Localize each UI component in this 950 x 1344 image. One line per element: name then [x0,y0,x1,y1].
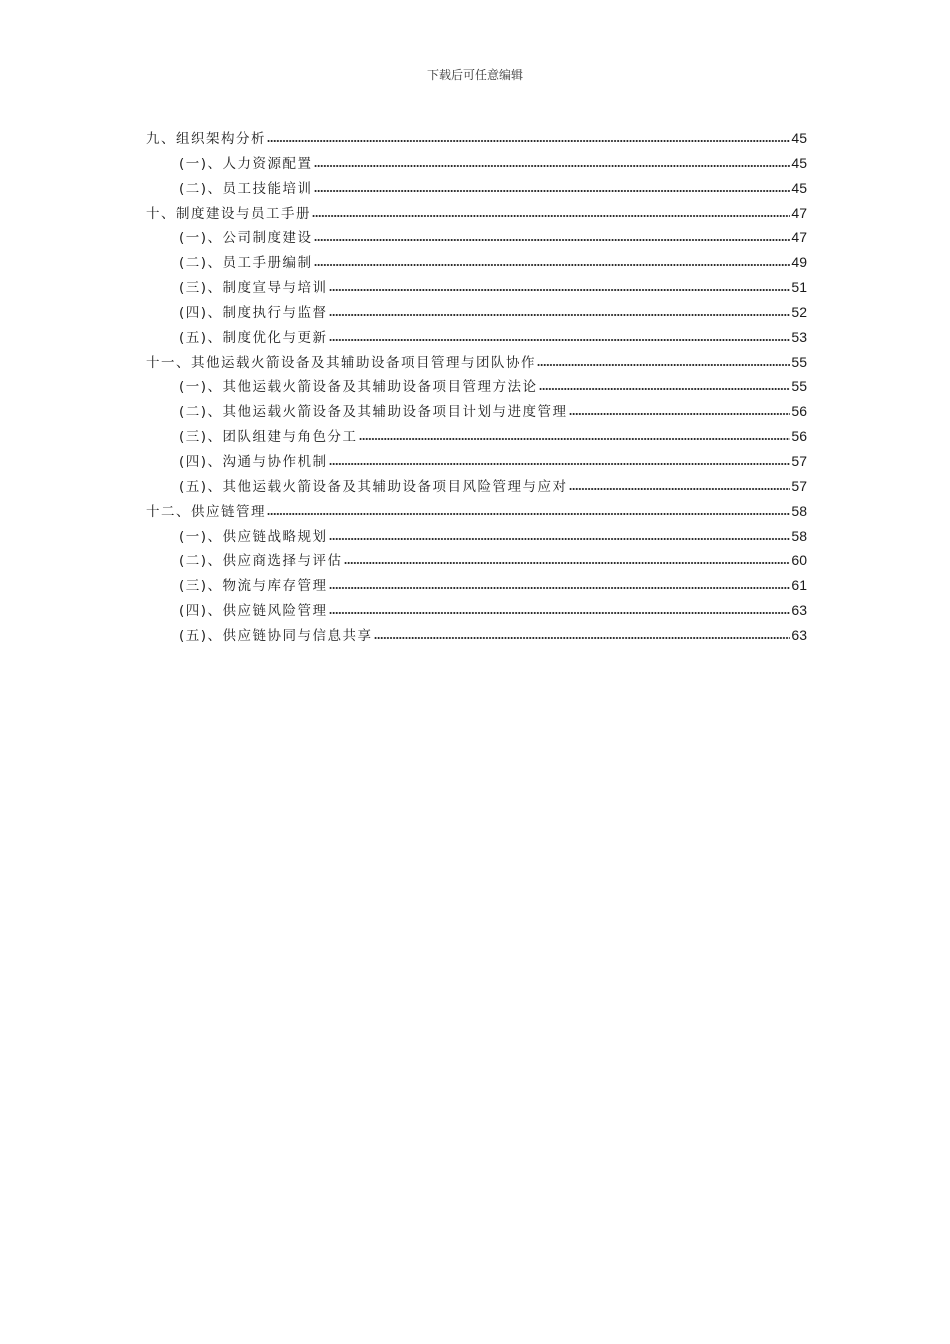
toc-entry-title: (四)、制度执行与监督 [179,304,328,321]
toc-page-number: 51 [791,279,807,296]
toc-entry-title: (二)、员工手册编制 [179,255,313,272]
toc-section-entry[interactable] [146,474,807,499]
toc-section-entry[interactable] [146,573,807,598]
toc-dot-leader [314,165,791,167]
toc-entry-title: (一)、供应链战略规划 [179,528,328,545]
toc-page-number: 63 [791,602,807,619]
toc-entry-title: 九、组织架构分析 [146,131,266,147]
toc-page-number: 53 [791,328,807,345]
toc-page-number: 58 [791,527,807,544]
toc-page-number: 49 [791,254,807,271]
toc-section-entry[interactable] [146,449,807,474]
toc-page-number: 55 [791,378,807,395]
toc-dot-leader [314,264,791,266]
toc-page-number: 63 [791,626,807,643]
toc-chapter-entry[interactable] [146,126,807,151]
toc-page-number: 45 [791,154,807,171]
toc-entry-title: (三)、制度宣导与培训 [179,280,328,297]
page-header: 下载后可任意编辑 [426,68,523,82]
toc-dot-leader [329,612,791,614]
toc-entry-title: (一)、人力资源配置 [179,155,313,172]
toc-entry-title: (二)、供应商选择与评估 [179,553,343,570]
toc-page-number: 57 [791,452,807,469]
toc-dot-leader [344,562,791,564]
toc-dot-leader [537,364,790,366]
toc-entry-title: (四)、沟通与协作机制 [179,453,328,470]
toc-entry-title: (二)、员工技能培训 [179,180,313,197]
toc-dot-leader [329,289,791,291]
toc-page-number: 45 [791,179,807,196]
toc-section-entry[interactable] [146,424,807,449]
toc-section-entry[interactable] [146,275,807,300]
toc-entry-title: (五)、供应链协同与信息共享 [179,627,373,644]
toc-entry-title: (一)、公司制度建设 [179,230,313,247]
toc-dot-leader [329,587,791,589]
toc-section-entry[interactable] [146,598,807,623]
toc-section-entry[interactable] [146,250,807,275]
toc-dot-leader [267,513,790,515]
toc-page-number: 47 [791,229,807,246]
toc-entry-title: (五)、制度优化与更新 [179,329,328,346]
toc-section-entry[interactable] [146,623,807,648]
toc-page-number: 56 [791,428,807,445]
toc-page-number: 45 [791,130,807,146]
toc-page-number: 58 [791,502,807,519]
toc-dot-leader [329,339,791,341]
toc-section-entry[interactable] [146,524,807,549]
toc-section-entry[interactable] [146,548,807,573]
toc-chapter-entry[interactable] [146,499,807,524]
toc-page-number: 57 [791,477,807,494]
toc-entry-title: (四)、供应链风险管理 [179,603,328,620]
toc-entry-title: 十、制度建设与员工手册 [146,205,311,222]
toc-section-entry[interactable] [146,176,807,201]
toc-page-number: 60 [791,552,807,569]
toc-page-number: 56 [791,403,807,420]
toc-section-entry[interactable] [146,151,807,176]
toc-entry-title: 十二、供应链管理 [146,503,266,520]
toc-dot-leader [569,488,791,490]
toc-dot-leader [329,538,791,540]
toc-dot-leader [312,215,790,217]
toc-section-entry[interactable] [146,374,807,399]
toc-dot-leader [329,463,791,465]
toc-dot-leader [329,314,791,316]
toc-dot-leader [314,239,791,241]
toc-entry-title: (五)、其他运载火箭设备及其辅助设备项目风险管理与应对 [179,478,568,495]
toc-page-number: 55 [791,353,807,370]
toc-section-entry[interactable] [146,325,807,350]
table-of-contents [146,126,807,648]
toc-page-number: 47 [791,204,807,221]
toc-dot-leader [569,413,791,415]
toc-entry-title: (二)、其他运载火箭设备及其辅助设备项目计划与进度管理 [179,404,568,421]
toc-section-entry[interactable] [146,300,807,325]
toc-dot-leader [374,637,791,639]
toc-page-number: 61 [791,577,807,594]
toc-chapter-entry[interactable] [146,201,807,226]
toc-entry-title: (一)、其他运载火箭设备及其辅助设备项目管理方法论 [179,379,538,396]
toc-dot-leader [267,140,790,142]
toc-entry-title: 十一、其他运载火箭设备及其辅助设备项目管理与团队协作 [146,354,536,371]
toc-chapter-entry[interactable] [146,350,807,375]
toc-entry-title: (三)、物流与库存管理 [179,578,328,595]
toc-section-entry[interactable] [146,399,807,424]
toc-dot-leader [314,190,791,192]
toc-page-number: 52 [791,303,807,320]
toc-dot-leader [359,438,791,440]
toc-dot-leader [539,388,791,390]
toc-entry-title: (三)、团队组建与角色分工 [179,429,358,446]
toc-section-entry[interactable] [146,225,807,250]
